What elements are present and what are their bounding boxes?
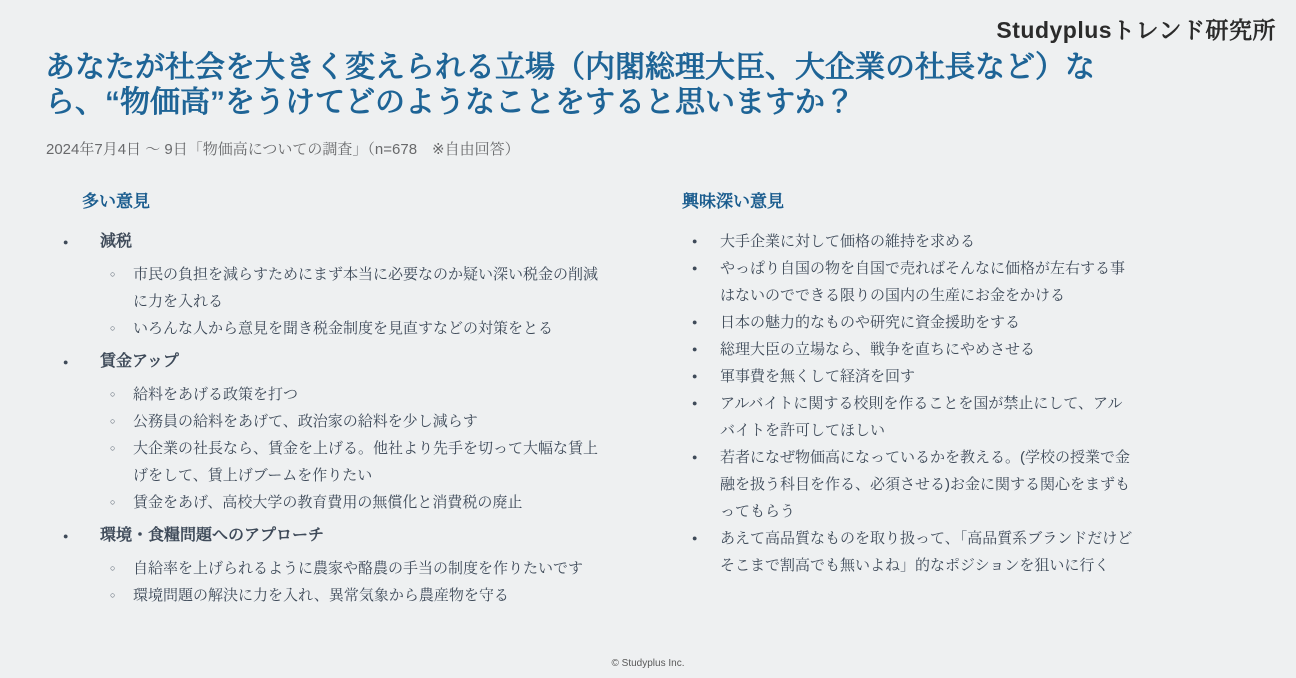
filled-bullet-icon: ● — [692, 344, 698, 354]
opinion-item — [45, 381, 635, 408]
opinion-text: 公務員の給料をあげて、政治家の給料を少し減らす — [133, 413, 478, 430]
category-label: 減税 — [100, 233, 133, 250]
opinion-text: 軍事費を無くして経済を回す — [720, 368, 916, 385]
opinion-item — [45, 261, 635, 315]
opinion-item — [682, 309, 1142, 336]
category-label: 賃金アップ — [100, 353, 179, 370]
filled-bullet-icon: ● — [63, 357, 69, 367]
title-line-1: あなたが社会を大きく変えられる立場（内閣総理大臣、大企業の社長など）な — [45, 51, 1095, 84]
filled-bullet-icon: ● — [63, 531, 69, 541]
filled-bullet-icon: ● — [692, 398, 698, 408]
opinion-text: 日本の魅力的なものや研究に資金援助をする — [720, 314, 1021, 331]
common-opinions-column — [45, 190, 635, 609]
opinion-item — [45, 489, 635, 516]
filled-bullet-icon: ● — [692, 533, 698, 543]
opinion-text: 自給率を上げられるように農家や酪農の手当の制度を作りたいです — [133, 560, 584, 577]
opinion-text: 給料をあげる政策を打つ — [133, 386, 299, 403]
category-environment-food — [45, 523, 635, 550]
opinion-text: あえて高品質なものを取り扱って、「高品質系ブランドだけどそこまで割高でも無いよね」的なポジションを狙いに行く — [720, 530, 1133, 574]
category-wage-increase — [45, 349, 635, 376]
opinion-item — [682, 525, 1142, 579]
survey-meta: 2024年7月4日 〜 9日「物価高についての調査」（n=678 ※自由回答） — [46, 141, 520, 158]
common-opinions-heading: 多い意見 — [82, 192, 150, 211]
opinion-item — [682, 390, 1142, 444]
page-title — [45, 50, 1245, 120]
hollow-bullet-icon: ○ — [110, 443, 116, 453]
opinion-item — [45, 582, 635, 609]
hollow-bullet-icon: ○ — [110, 269, 116, 279]
category-tax-cuts — [45, 229, 635, 256]
hollow-bullet-icon: ○ — [110, 389, 116, 399]
opinion-item — [45, 555, 635, 582]
opinion-item — [682, 444, 1142, 525]
interesting-opinions-heading: 興味深い意見 — [682, 192, 784, 211]
opinion-text: 大手企業に対して価格の維持を求める — [720, 233, 976, 250]
hollow-bullet-icon: ○ — [110, 497, 116, 507]
opinion-item — [45, 408, 635, 435]
filled-bullet-icon: ● — [692, 317, 698, 327]
opinion-item — [682, 255, 1142, 309]
opinion-item — [682, 336, 1142, 363]
opinion-item — [682, 363, 1142, 390]
studyplus-trend-lab-logo: Studyplusトレンド研究所 — [996, 17, 1276, 43]
filled-bullet-icon: ● — [692, 236, 698, 246]
opinion-text: 大企業の社長なら、賃金を上げる。他社より先手を切って大幅な賃上げをして、賃上げブームを作りたい — [133, 440, 599, 484]
category-label: 環境・食糧問題へのアプローチ — [100, 527, 325, 544]
interesting-opinions-column — [682, 190, 1142, 579]
copyright: © Studyplus Inc. — [611, 658, 685, 669]
hollow-bullet-icon: ○ — [110, 590, 116, 600]
opinion-text: いろんな人から意見を聞き税金制度を見直すなどの対策をとる — [133, 320, 554, 337]
hollow-bullet-icon: ○ — [110, 323, 116, 333]
hollow-bullet-icon: ○ — [110, 563, 116, 573]
opinion-text: やっぱり自国の物を自国で売ればそんなに価格が左右する事はないのでできる限りの国内の生産にお金をかける — [720, 260, 1126, 304]
opinion-text: アルバイトに関する校則を作ることを国が禁止にして、アルバイトを許可してほしい — [720, 395, 1123, 439]
filled-bullet-icon: ● — [63, 237, 69, 247]
opinion-item — [45, 315, 635, 342]
opinion-text: 市民の負担を減らすためにまず本当に必要なのか疑い深い税金の削減に力を入れる — [133, 266, 599, 310]
opinion-text: 賃金をあげ、高校大学の教育費用の無償化と消費税の廃止 — [133, 494, 523, 511]
opinion-item — [682, 228, 1142, 255]
hollow-bullet-icon: ○ — [110, 416, 116, 426]
filled-bullet-icon: ● — [692, 452, 698, 462]
opinion-text: 環境問題の解決に力を入れ、異常気象から農産物を守る — [133, 587, 509, 604]
filled-bullet-icon: ● — [692, 371, 698, 381]
title-line-2: ら、“物価高”をうけてどのようなことをすると思いますか？ — [45, 86, 855, 119]
opinion-text: 若者になぜ物価高になっているかを教える。(学校の授業で金融を扱う科目を作る、必須させる)お金に関する関心をまずもってもらう — [720, 449, 1130, 520]
filled-bullet-icon: ● — [692, 263, 698, 273]
opinion-item — [45, 435, 635, 489]
opinion-text: 総理大臣の立場なら、戦争を直ちにやめさせる — [720, 341, 1036, 358]
